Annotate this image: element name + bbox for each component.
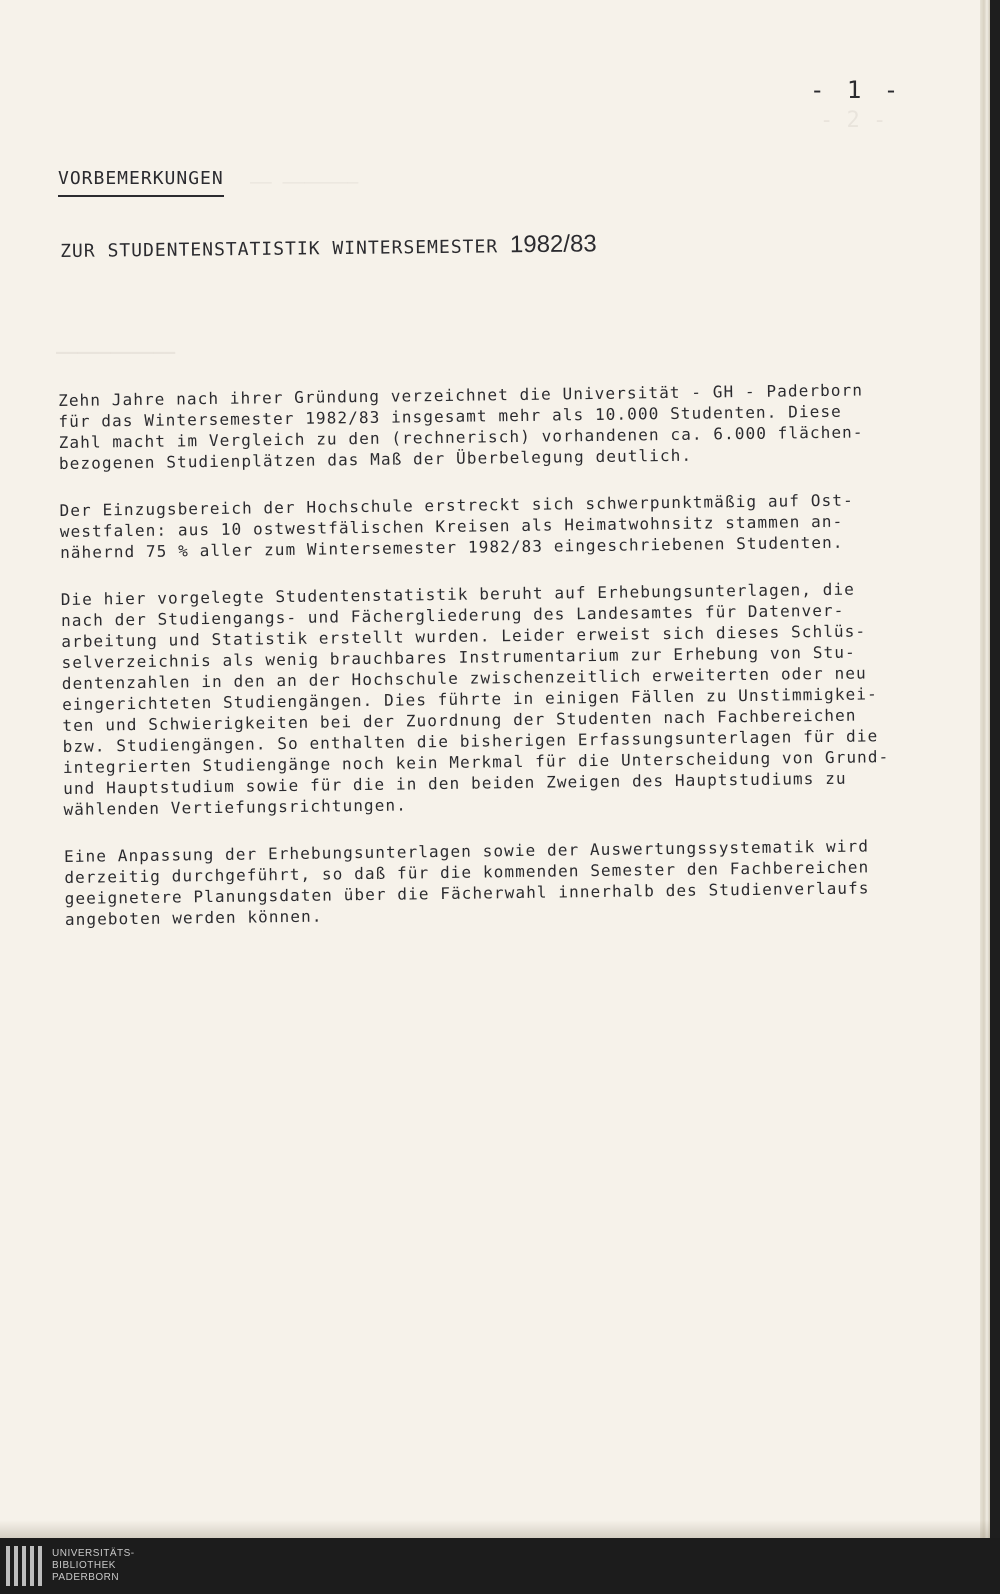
- paragraph-2: [59, 489, 880, 563]
- logo-line: BIBLIOTHEK: [52, 1560, 116, 1571]
- text-line: wählenden Vertiefungsrichtungen.: [63, 795, 408, 819]
- text-line: Eine Anpassung der Erhebungsunterlagen sowie der Auswertungssystematik wird: [63, 836, 870, 866]
- text-line: integrierten Studiengänge noch kein Merkmal für die Unterscheidung von Grund-: [62, 747, 890, 777]
- subheading-year: 1982/83: [509, 230, 597, 259]
- text-line: Die hier vorgelegte Studentenstatistik beruht auf Erhebungsunterlagen, die: [60, 579, 856, 609]
- text-line: geeignetere Planungsdaten über die Fächerwahl innerhalb des Studienverlaufs: [64, 878, 870, 908]
- body-text: [58, 379, 890, 956]
- text-line: ten und Schwierigkeiten bei der Zuordnung der Studenten nach Fachbereichen: [62, 705, 857, 735]
- text-line: bezogenen Studienplätzen das Maß der Überbelegung deutlich.: [58, 445, 693, 473]
- bleed-through-mark: ———————————: [56, 342, 176, 363]
- footer-bar: [0, 1538, 1000, 1594]
- bleed-through-mark: - 2 -: [820, 108, 887, 133]
- library-logo-icon: [6, 1546, 42, 1586]
- subheading-text: ZUR STUDENTENSTATISTIK WINTERSEMESTER: [60, 236, 511, 262]
- text-line: für das Wintersemester 1982/83 insgesamt mehr als 10.000 Studenten. Diese: [58, 401, 842, 431]
- logo-line: PADERBORN: [52, 1572, 120, 1583]
- text-line: arbeitung und Statistik erstellt wurden. Leider erweist sich dieses Schlüs-: [61, 621, 867, 651]
- text-line: derzeitig durchgeführt, so daß für die kommenden Semester den Fachbereichen: [64, 857, 870, 887]
- logo-line: UNIVERSITÄTS-: [52, 1548, 135, 1559]
- text-line: und Hauptstudium sowie für die in den beiden Zweigen des Hauptstudiums zu: [63, 768, 847, 798]
- library-logo-text: [52, 1548, 135, 1584]
- section-heading: VORBEMERKUNGEN: [58, 168, 224, 197]
- text-line: dentenzahlen in den an der Hochschule zwischenzeitlich erweiterten oder neu: [61, 663, 867, 693]
- paragraph-3: [60, 578, 890, 820]
- text-line: bzw. Studiengängen. So enthalten die bisherigen Erfassungsunterlagen für die: [62, 726, 879, 756]
- page-edge: [980, 0, 990, 1538]
- text-line: eingerichteten Studiengängen. Dies führte in einigen Fällen zu Unstimmigkei-: [61, 684, 878, 714]
- text-line: selverzeichnis als wenig brauchbares Instrumentarium zur Erhebung von Stu-: [61, 642, 856, 672]
- page-shadow: [0, 1520, 990, 1538]
- text-line: westfalen: aus 10 ostwestfälischen Kreisen als Heimatwohnsitz stammen an-: [59, 511, 844, 541]
- text-line: Zahl macht im Vergleich zu den (rechnerisch) vorhandenen ca. 6.000 flächen-: [58, 422, 864, 452]
- paragraph-4: [64, 835, 885, 930]
- text-line: nähernd 75 % aller zum Wintersemester 1982/83 eingeschriebenen Studenten.: [60, 532, 844, 562]
- page-number: - 1 -: [810, 76, 903, 104]
- text-line: Der Einzugsbereich der Hochschule erstreckt sich schwerpunktmäßig auf Ost-: [59, 490, 854, 520]
- text-line: angeboten werden können.: [64, 906, 323, 929]
- text-line: nach der Studiengangs- und Fächergliederung des Landesamtes für Datenver-: [60, 600, 845, 630]
- bleed-through-mark: —— ———————: [250, 172, 359, 193]
- text-line: Zehn Jahre nach ihrer Gründung verzeichnet die Universität - GH - Paderborn: [58, 380, 864, 410]
- section-subheading: [60, 230, 597, 264]
- paragraph-1: [58, 379, 879, 474]
